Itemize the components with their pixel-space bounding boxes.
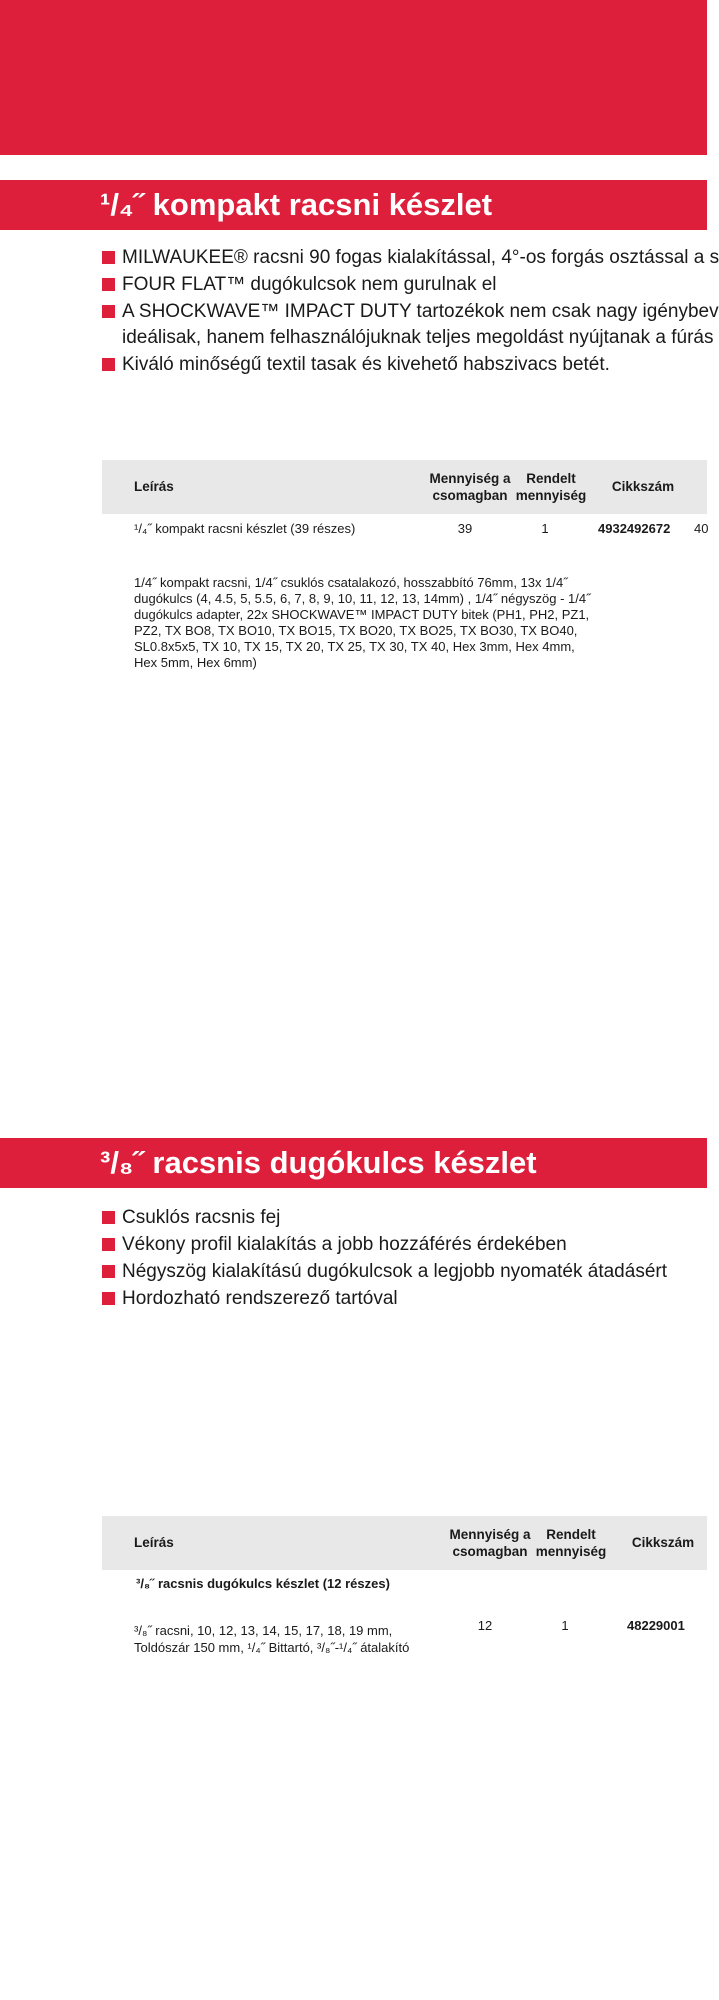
feature-item: Kiváló minőségű textil tasak és kivehető habszivacs betét. — [102, 352, 707, 378]
row-ordered-quantity: 1 — [561, 1618, 569, 1633]
section2-title: ³/₈˝ racsnis dugókulcs készlet — [0, 1138, 707, 1188]
header-sku: Cikkszám — [611, 479, 675, 494]
bullet-square-icon — [102, 305, 115, 318]
feature-item-continuation: ideálisak, hanem felhasználójuknak teljes megoldást nyújtanak a fúrás — [122, 327, 714, 348]
bullet-square-icon — [102, 358, 115, 371]
row-contents-line-2: Toldószár 150 mm, ¹/₄˝ Bittartó, ³/₈˝-¹/₄˝ átalakító — [134, 1640, 410, 1655]
row-description: ¹/₄˝ kompakt racsni készlet (39 részes) — [134, 521, 356, 536]
row-extra-truncated: 40 — [694, 521, 709, 536]
row-description: ³/₈˝ racsnis dugókulcs készlet (12 részes) — [136, 1576, 390, 1591]
section2-feature-list — [102, 1205, 707, 1313]
header-ordered-quantity: Rendelt mennyiség — [535, 1527, 607, 1559]
header-sku: Cikkszám — [631, 1535, 695, 1550]
bullet-square-icon — [102, 1238, 115, 1251]
feature-item: A SHOCKWAVE™ IMPACT DUTY tartozékok nem csak nagy igénybev ideálisak, hanem felhasználójuknak teljes megoldást nyújtanak a fúrás — [102, 299, 707, 351]
feature-item: FOUR FLAT™ dugókulcsok nem gurulnak el — [102, 272, 707, 298]
bullet-square-icon — [102, 1265, 115, 1278]
section1-contents-description: 1/4˝ kompakt racsni, 1/4˝ csuklós csatalakozó, hosszabbító 76mm, 13x 1/4˝ dugókulcs (4, 4.5, 5, 5.5, 6, 7, 8, 9, 10, 11, 12, 13, 14mm) , 1/4˝ négyszög - 1/4˝ dugókulcs adapter, 22x SHOCKWAVE™ IMPACT DUTY bitek (PH1, PH2, PZ1, PZ2, TX BO8, TX BO10, TX BO15, TX BO20, TX BO25, TX BO30, TX BO40, SL0.8x5x5, TX 10, TX 15, TX 20, TX 25, TX 30, TX 40, Hex 3mm, Hex 4mm, Hex 5mm, Hex 6mm) — [134, 575, 591, 670]
section1-feature-list — [102, 245, 719, 379]
header-description: Leírás — [134, 1535, 174, 1550]
feature-item: Vékony profil kialakítás a jobb hozzáférés érdekében — [102, 1232, 707, 1258]
header-quantity-per-pack: Mennyiség a csomagban — [449, 1527, 531, 1559]
row-contents-line-1: ³/₈˝ racsni, 10, 12, 13, 14, 15, 17, 18, 19 mm, — [134, 1623, 393, 1638]
section1-title: ¹/₄˝ kompakt racsni készlet — [0, 180, 707, 230]
section2-table-header — [102, 1516, 707, 1570]
header-description: Leírás — [134, 479, 174, 494]
header-quantity-per-pack: Mennyiség a csomagban — [429, 471, 511, 503]
feature-item: Csuklós racsnis fej — [102, 1205, 707, 1231]
row-quantity-per-pack: 12 — [477, 1618, 493, 1633]
row-ordered-quantity: 1 — [541, 521, 549, 536]
feature-item: Négyszög kialakítású dugókulcsok a legjobb nyomaték átadásért — [102, 1259, 707, 1285]
row-sku: 4932492672 — [598, 521, 671, 536]
bullet-square-icon — [102, 1292, 115, 1305]
bullet-square-icon — [102, 1211, 115, 1224]
row-sku: 48229001 — [627, 1618, 685, 1633]
feature-item: Hordozható rendszerező tartóval — [102, 1286, 707, 1312]
bullet-square-icon — [102, 278, 115, 291]
section1-table-header — [102, 460, 707, 514]
bullet-square-icon — [102, 251, 115, 264]
row-quantity-per-pack: 39 — [457, 521, 473, 536]
feature-item: MILWAUKEE® racsni 90 fogas kialakítással, 4°-os forgás osztással a s — [102, 245, 707, 271]
top-red-band — [0, 0, 707, 155]
header-ordered-quantity: Rendelt mennyiség — [515, 471, 587, 503]
